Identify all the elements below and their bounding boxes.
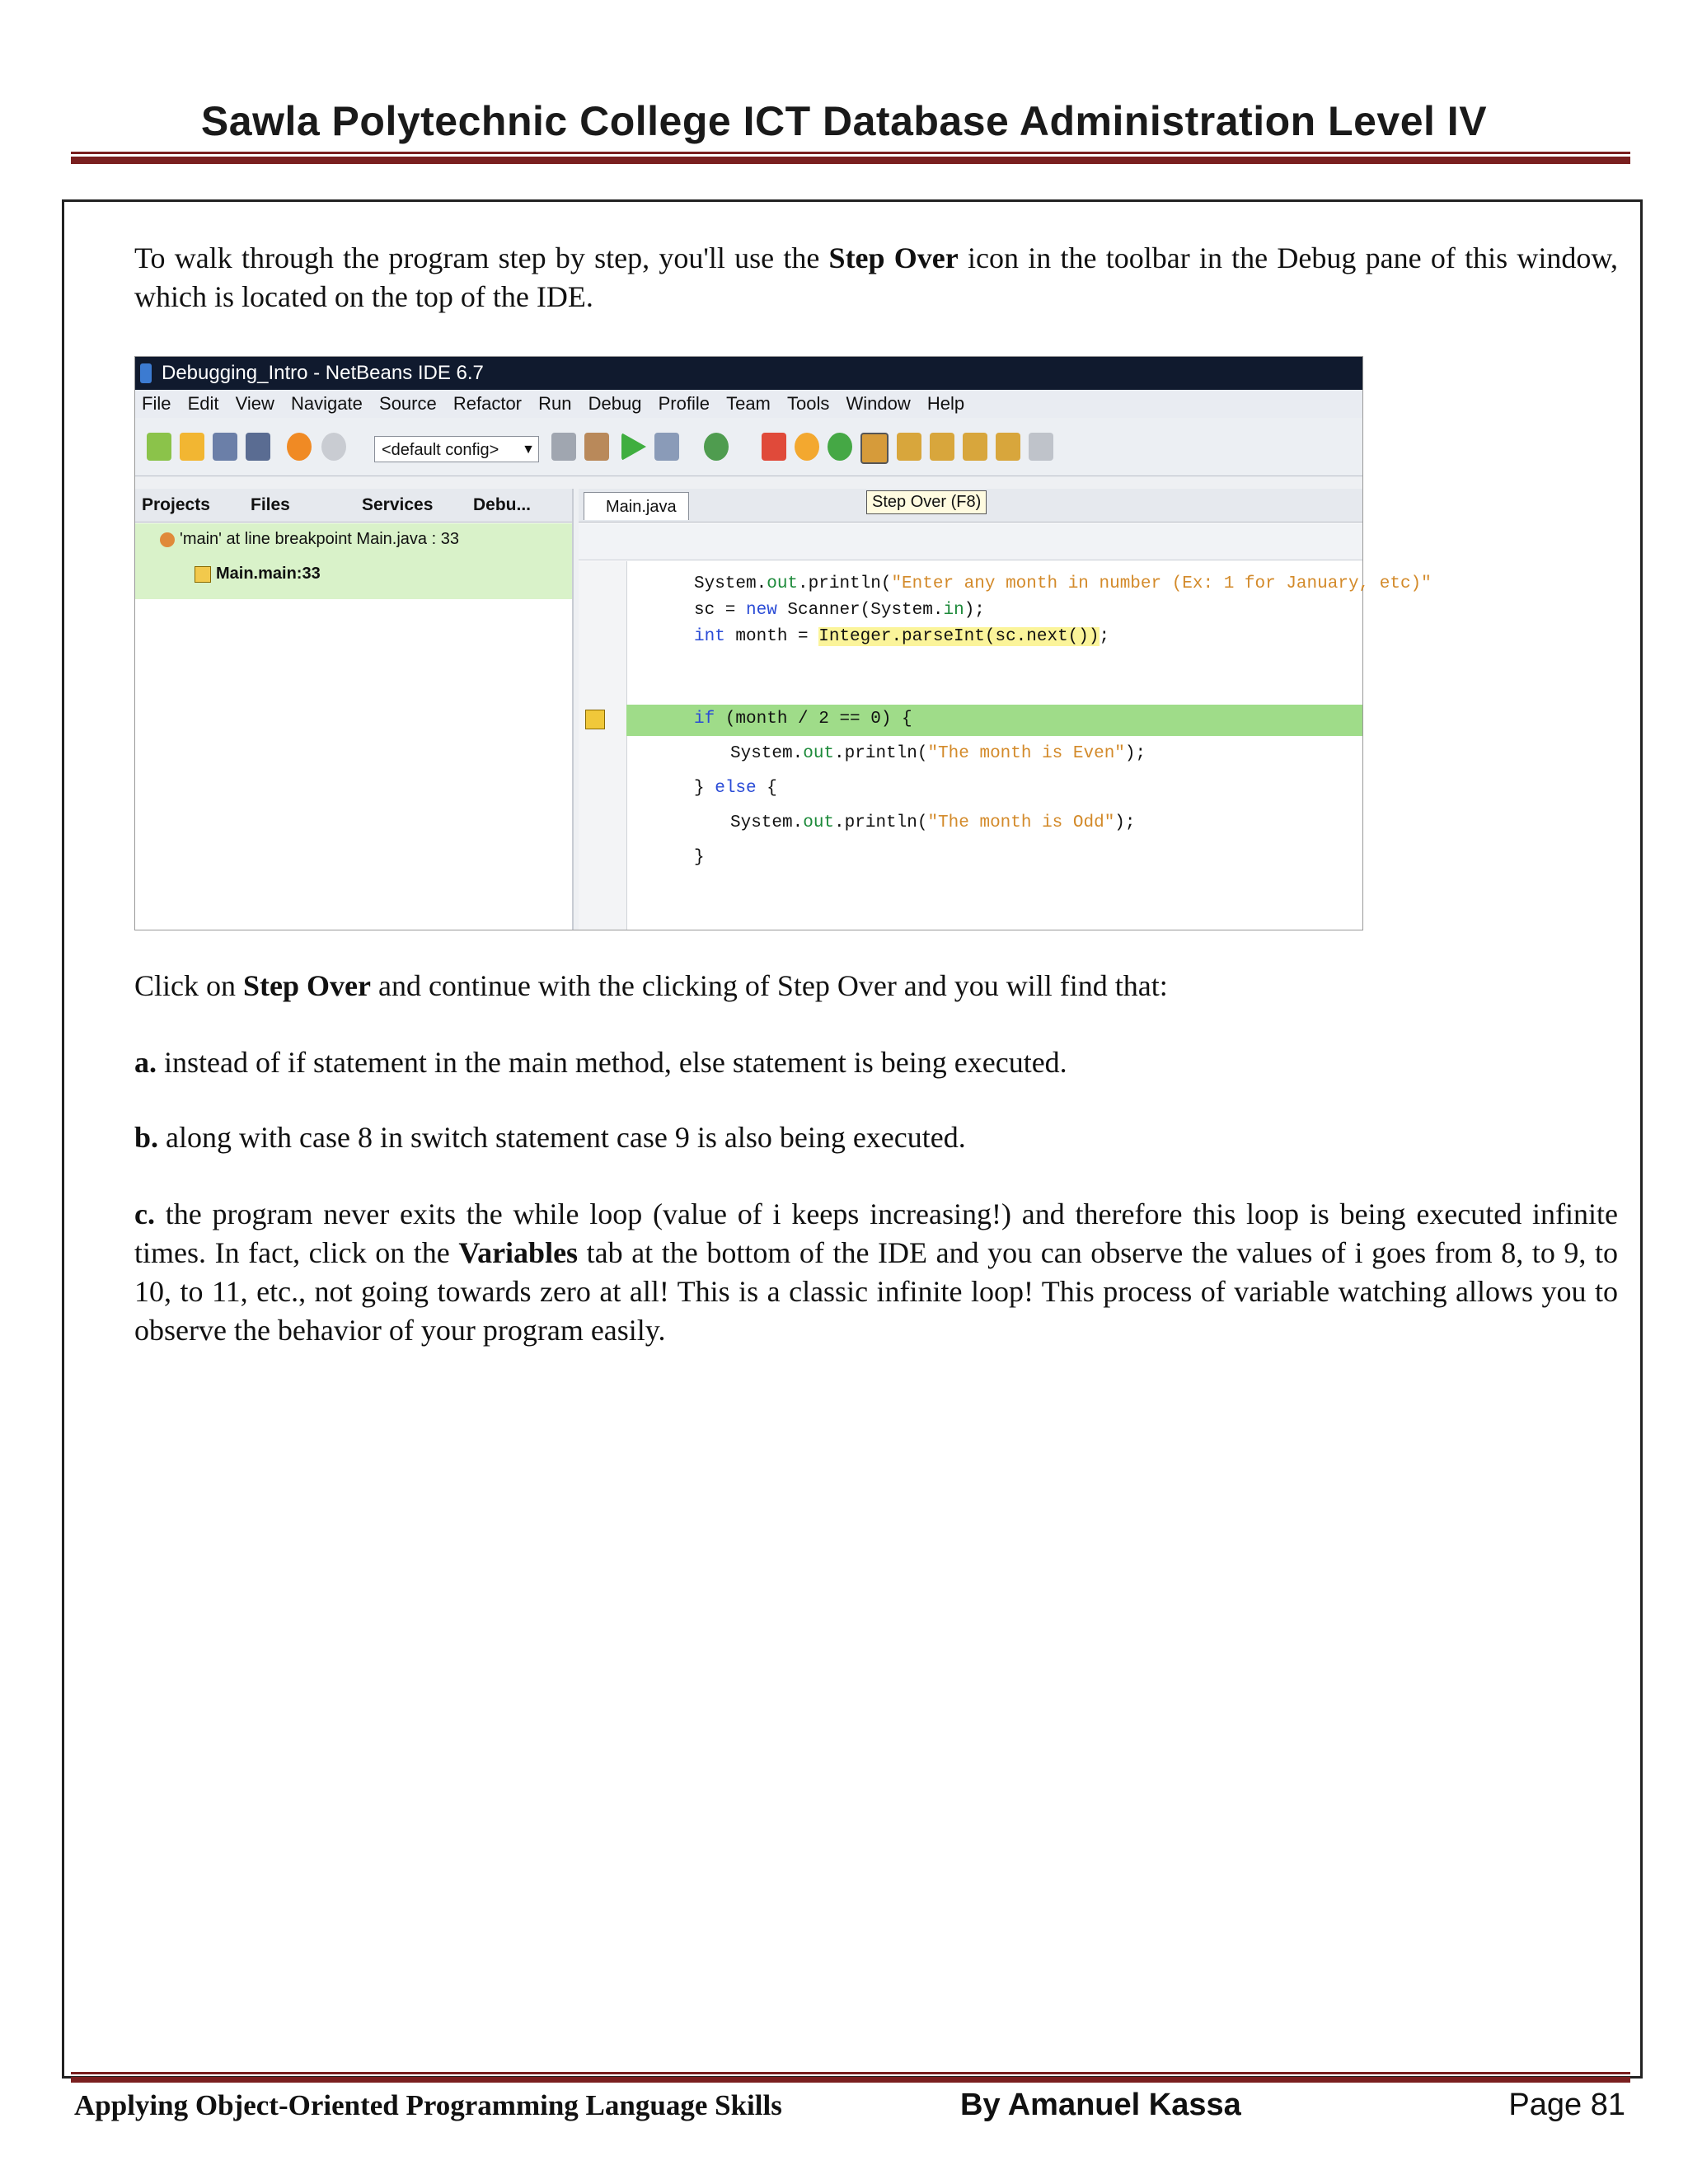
debug-project-icon[interactable] [654,433,679,461]
open-project-icon[interactable] [213,433,237,461]
ide-window-title: Debugging_Intro - NetBeans IDE 6.7 [162,362,484,384]
apply-code-changes-icon[interactable] [1029,433,1053,461]
editor-toolbar [579,523,1362,560]
item-a [134,1043,1618,1082]
netbeans-icon [140,363,152,383]
footer-rule-thick [71,2077,1630,2083]
tab-services[interactable]: Services [362,495,434,514]
intro-step-over-bold: Step Over [828,241,959,274]
code-line-5: System.out.println("The month is Even"); [730,744,1146,763]
menu-navigate[interactable]: Navigate [291,393,363,414]
item-a-label: a. [134,1046,157,1079]
step-out-icon[interactable] [963,433,987,461]
config-select[interactable] [374,436,539,462]
tree-label-breakpoint: 'main' at line breakpoint Main.java : 33 [180,530,459,548]
continue-icon[interactable] [828,433,852,461]
tree-label-frame: Main.main:33 [216,565,321,583]
tab-files[interactable]: Files [251,495,290,514]
clean-build-icon[interactable] [584,433,609,461]
footer-rule-thin [71,2072,1630,2074]
tab-debugging[interactable]: Debu... [473,495,532,514]
step-over-icon[interactable] [860,433,889,464]
menu-debug[interactable]: Debug [588,393,642,414]
header-rule-thick [71,157,1630,164]
code-line-3: int month = Integer.parseInt(sc.next()); [694,627,1110,646]
redo-icon[interactable] [321,433,346,461]
menu-profile[interactable]: Profile [658,393,710,414]
ide-title-bar [135,357,1362,390]
run-to-cursor-icon[interactable] [996,433,1020,461]
run-icon[interactable] [621,433,646,461]
config-select-value: <default config> [382,441,499,459]
intro-text-after: icon in the toolbar in the Debug pane of this window, which is located on the top of the IDE. [134,241,1618,313]
menu-refactor[interactable]: Refactor [452,393,523,414]
code-line-6: } else { [694,779,777,798]
ide-screenshot [134,356,1432,930]
menu-tools[interactable]: Tools [787,393,830,414]
step-over-tooltip: Step Over (F8) [866,490,987,514]
intro-text-before: To walk through the program step by step, you'll use the [134,241,829,274]
page-header-title: Sawla Polytechnic College ICT Database Administration Level IV [200,98,1488,144]
code-line-2: sc = new Scanner(System.in); [694,601,985,620]
item-c-variables-bold: Variables [458,1236,579,1269]
intro-paragraph [134,239,1618,316]
new-project-icon[interactable] [180,433,204,461]
menu-window[interactable]: Window [846,393,911,414]
step-into-icon[interactable] [930,433,954,461]
thread-icon [160,532,175,547]
finish-debugger-icon[interactable] [762,433,786,461]
program-counter-icon [585,710,605,729]
menu-source[interactable]: Source [379,393,437,414]
save-all-icon[interactable] [246,433,270,461]
tab-main-java[interactable] [584,492,689,520]
click-step-over-bold: Step Over [243,969,371,1002]
item-c-label: c. [134,1197,155,1230]
code-line-1: System.out.println("Enter any month in number (Ex: 1 for January, etc)" [694,574,1432,593]
tab-main-java-label: Main.java [606,498,677,516]
call-frame-icon [195,566,211,583]
click-text-after: and continue with the clicking of Step Over and you will find that: [370,969,1168,1002]
tree-row-breakpoint[interactable] [160,530,459,549]
debug-thread-tree [135,523,572,599]
menu-edit[interactable]: Edit [187,393,219,414]
menu-help[interactable]: Help [926,393,965,414]
item-b-label: b. [134,1121,159,1154]
menu-view[interactable]: View [235,393,274,414]
code-line-7: System.out.println("The month is Odd"); [730,813,1136,832]
step-over-expression-icon[interactable] [897,433,921,461]
ide-toolbar [135,418,1362,476]
tree-row-frame[interactable] [195,565,321,583]
item-c-text-2: tab at the bottom of the IDE and you can observe the values of i goes from 8, to 9, to 10, to 11, etc., not going towards zero at all! This is a classic infinite loop! This process of variable watching allows you to observe the behavior of your program easily. [134,1236,1618,1347]
profile-icon[interactable] [704,433,729,461]
footer-page-number: Page 81 [1508,2088,1625,2122]
footer-author: By Amanuel Kassa [960,2088,1241,2122]
left-tab-strip [135,489,572,523]
pause-icon[interactable] [795,433,819,461]
undo-icon[interactable] [287,433,312,461]
chevron-down-icon: ▼ [522,443,535,457]
code-line-4: if (month / 2 == 0) { [694,710,912,729]
code-view [579,561,1432,930]
click-text-before: Click on [134,969,243,1002]
ide-menu-bar[interactable] [135,390,1362,419]
editor-area [579,489,1432,930]
menu-team[interactable]: Team [726,393,771,414]
code-line-8: } [694,848,705,867]
click-paragraph [134,967,1618,1005]
build-hammer-icon[interactable] [551,433,576,461]
item-a-text: instead of if statement in the main method, else statement is being executed. [157,1046,1067,1079]
debugging-panel [135,489,574,930]
item-c-text-1: the program never exits the while loop (value of i keeps increasing!) and therefore this loop is being executed infinite times. In fact, click on the [134,1197,1618,1269]
header-rule-thin [71,152,1630,154]
footer-course-title: Applying Object-Oriented Programming Language Skills [74,2089,782,2121]
menu-run[interactable]: Run [538,393,572,414]
item-b-text: along with case 8 in switch statement case 9 is also being executed. [158,1121,966,1154]
tab-projects[interactable]: Projects [142,495,210,514]
item-b [134,1118,1618,1157]
new-file-icon[interactable] [147,433,171,461]
menu-file[interactable]: File [142,393,171,414]
item-c [134,1195,1618,1350]
